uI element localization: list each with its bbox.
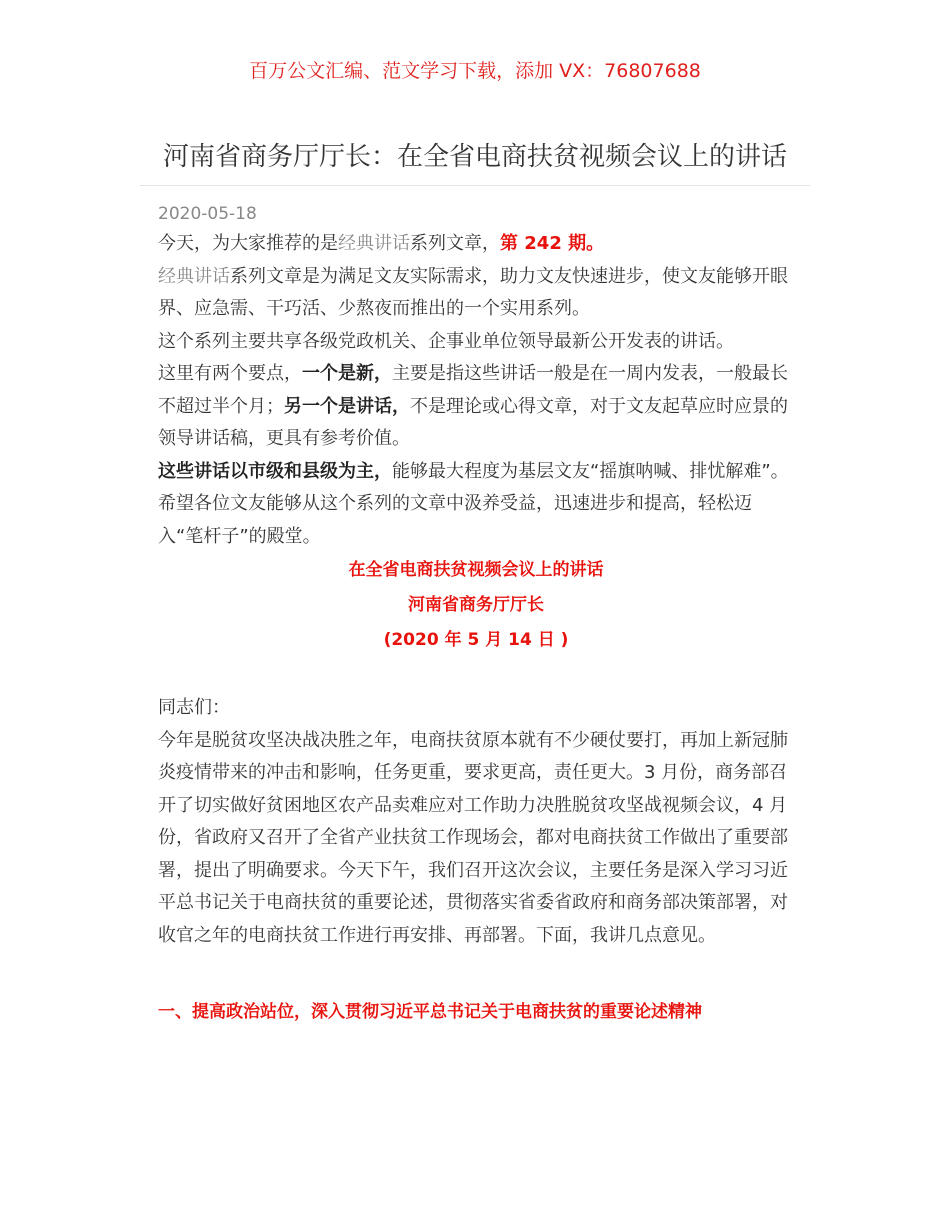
series-name: 经典讲话 xyxy=(338,233,410,254)
speech-speaker: 河南省商务厅厅长 xyxy=(408,595,544,615)
emphasis: 这些讲话以市级和县级为主， xyxy=(158,460,392,482)
series-name: 经典讲话 xyxy=(158,265,230,287)
emphasis: 一个是新， xyxy=(302,363,392,384)
issue-number: 第 242 期。 xyxy=(500,233,605,254)
intro-paragraph-1 xyxy=(158,228,794,261)
intro-paragraph-3: 这个系列主要共享各级党政机关、企事业单位领导最新公开发表的讲话。 xyxy=(158,330,734,352)
text: 这里有两个要点， xyxy=(158,363,302,384)
text: 今天，为大家推荐的是 xyxy=(158,233,338,254)
intro-paragraph-5 xyxy=(158,456,794,554)
speech-heading: 在全省电商扶贫视频会议上的讲话 xyxy=(348,560,604,580)
text: 系列文章， xyxy=(410,233,500,254)
watermark-banner: 百万公文汇编、范文学习下载，添加 VX：76807688 xyxy=(249,60,701,82)
intro-paragraph-4 xyxy=(158,358,794,456)
intro-paragraph-2 xyxy=(158,261,794,326)
section-heading-1: 一、提高政治站位，深入贯彻习近平总书记关于电商扶贫的重要论述精神 xyxy=(158,1002,702,1022)
text: 能够最大程度为基层文友“摇旗呐喊、排忧解难”。希望各位文友能够从这个系列的文章中汲养受益，迅速进步和提高，轻松迈入“笔杆子”的殿堂。 xyxy=(158,460,789,547)
speech-paragraph: 今年是脱贫攻坚决战决胜之年，电商扶贫原本就有不少硬仗要打，再加上新冠肺炎疫情带来的冲击和影响，任务更重，要求更高，责任更大。3 月份，商务部召开了切实做好贫困地区农产品卖难应对工作助力决胜脱贫攻坚战视频会议，4 月份，省政府又召开了全省产业扶贫工作现场会，都对电商扶贫工作做出了重要部署，提出了明确要求。今天下午，我们召开这次会议，主要任务是深入学习习近平总书记关于电商扶贫的重要论述，贯彻落实省委省政府和商务部决策部署，对收官之年的电商扶贫工作进行再安排、再部署。下面，我讲几点意见。 xyxy=(158,729,788,946)
text: 系列文章是为满足文友实际需求，助力文友快速进步，使文友能够开眼界、应急需、干巧活、少熬夜而推出的一个实用系列。 xyxy=(158,265,788,319)
title-divider xyxy=(140,185,810,186)
text: 主要是指这些讲话一般是在一周内发表，一般最长不超过半个月； xyxy=(158,363,788,417)
publish-date: 2020-05-18 xyxy=(158,204,257,224)
page-title: 河南省商务厅厅长：在全省电商扶贫视频会议上的讲话 xyxy=(162,142,787,172)
emphasis: 另一个是讲话， xyxy=(284,395,410,417)
text: 不是理论或心得文章，对于文友起草应时应景的领导讲话稿，更具有参考价值。 xyxy=(158,395,788,449)
salutation: 同志们： xyxy=(158,697,230,718)
article-body xyxy=(158,200,794,1029)
speech-date: (2020 年 5 月 14 日 ) xyxy=(383,630,569,650)
